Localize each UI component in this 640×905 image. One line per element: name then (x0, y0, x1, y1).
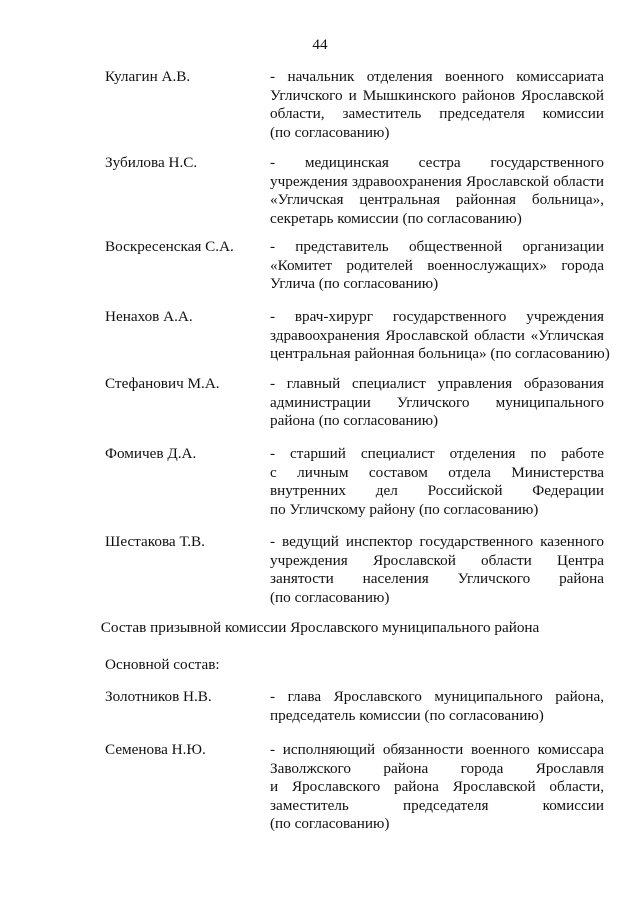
description-line: - представитель общественной организации (270, 238, 604, 255)
description-line: - начальник отделения военного комиссариата (270, 68, 604, 85)
description-line: (по согласованию) (270, 815, 390, 833)
description-line: - главный специалист управления образования (270, 375, 604, 392)
member-description (270, 533, 604, 607)
description-line: (по согласованию) (270, 588, 390, 606)
description-line: Углича (по согласованию) (270, 275, 439, 293)
member-description (270, 688, 604, 725)
member-description (270, 154, 604, 228)
description-line: (по согласованию) (270, 123, 390, 141)
member-description (270, 308, 610, 364)
description-line: - врач-хирург государственного учреждения (270, 308, 604, 325)
page-number: 44 (312, 36, 328, 53)
description-line: занятости населения Угличского района (270, 570, 604, 588)
section-title: Состав призывной комиссии Ярославского муниципального района (100, 619, 540, 636)
member-description (270, 375, 604, 431)
description-line: центральная районная больница» (по согласованию) (270, 345, 610, 363)
member-description (270, 741, 604, 834)
member-name: Воскресенская С.А. (105, 238, 234, 255)
description-line: заместитель председателя комиссии (270, 796, 604, 814)
subsection-title: Основной состав: (105, 656, 220, 673)
member-name: Стефанович М.А. (105, 375, 220, 392)
description-line: секретарь комиссии (по согласованию) (270, 209, 522, 227)
member-name: Кулагин А.В. (105, 68, 191, 85)
description-line: Заволжского района города Ярославля (270, 759, 604, 777)
description-line: - медицинская сестра государственного (270, 154, 604, 171)
member-name: Ненахов А.А. (105, 308, 193, 325)
description-line: области, заместитель председателя комиссии (270, 105, 604, 123)
description-line: Угличского и Мышкинского районов Ярославской (270, 86, 604, 104)
description-line: председатель комиссии (по согласованию) (270, 706, 544, 724)
description-line: с личным составом отдела Министерства (270, 463, 604, 481)
description-line: администрации Угличского муниципального (270, 393, 604, 411)
description-line: - исполняющий обязанности военного комиссара (270, 741, 604, 758)
member-description (270, 445, 604, 519)
description-line: и Ярославского района Ярославской области, (270, 778, 604, 796)
description-line: учреждения здравоохранения Ярославской области (270, 172, 604, 190)
description-line: по Угличскому району (по согласованию) (270, 500, 539, 518)
member-name: Семенова Н.Ю. (105, 741, 206, 758)
member-name: Зубилова Н.С. (105, 154, 198, 171)
description-line: внутренних дел Российской Федерации (270, 482, 604, 500)
member-description (270, 68, 604, 142)
description-line: - старший специалист отделения по работе (270, 445, 604, 462)
description-line: здравоохранения Ярославской области «Угличская (270, 326, 604, 344)
member-description (270, 238, 604, 294)
description-line: «Угличская центральная районная больница», (270, 191, 604, 209)
member-name: Золотников Н.В. (105, 688, 212, 705)
member-name: Шестакова Т.В. (105, 533, 205, 550)
description-line: «Комитет родителей военнослужащих» города (270, 256, 604, 274)
description-line: - глава Ярославского муниципального района, (270, 688, 604, 705)
description-line: - ведущий инспектор государственного казенного (270, 533, 604, 550)
description-line: учреждения Ярославской области Центра (270, 551, 604, 569)
member-name: Фомичев Д.А. (105, 445, 197, 462)
description-line: района (по согласованию) (270, 412, 439, 430)
